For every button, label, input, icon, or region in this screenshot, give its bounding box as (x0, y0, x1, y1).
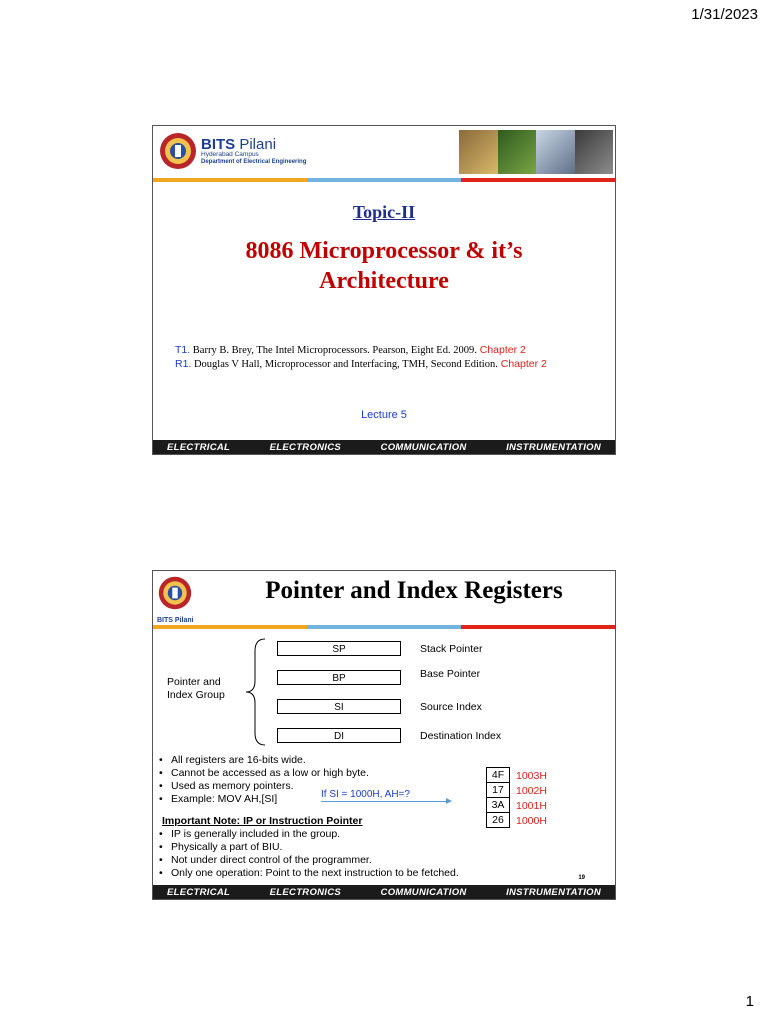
color-bar (153, 178, 615, 182)
slide-number: 19 (578, 875, 585, 881)
campus-text: Hyderabad Campus (201, 151, 259, 159)
arrow-right-icon (446, 798, 452, 804)
lecture-label: Lecture 5 (361, 409, 407, 421)
register-bp: BP (277, 670, 401, 685)
register-si-desc: Source Index (420, 701, 482, 713)
memory-cell: 4F (487, 768, 509, 783)
ip-bullets (159, 828, 459, 880)
slide-title-text: 8086 Microprocessor & it’s Architecture (245, 238, 523, 294)
group-label: Pointer and Index Group (167, 676, 225, 701)
list-item: • Cannot be accessed as a low or high byte. (159, 767, 369, 780)
list-item: • Physically a part of BIU. (159, 841, 459, 854)
list-item: • Only one operation: Point to the next instruction to be fetched. (159, 867, 459, 880)
register-bp-desc: Base Pointer (420, 668, 481, 680)
list-item: • All registers are 16-bits wide. (159, 754, 369, 767)
memory-cell: 26 (492, 814, 504, 826)
list-item: • Used as memory pointers. (159, 780, 369, 793)
bits-emblem-icon (159, 131, 197, 171)
page-date: 1/31/2023 (691, 6, 758, 23)
memory-cell: 17 (487, 783, 509, 798)
bits-logo-small: BITS Pilani (157, 575, 201, 624)
register-si: SI (277, 699, 401, 714)
si-example-note: If SI = 1000H, AH=? (321, 789, 410, 800)
slide-title (152, 125, 616, 455)
color-bar (153, 625, 615, 629)
reference-t1: T1. Barry B. Brey, The Intel Microprocessors. Pearson, Eight Ed. 2009. Chapter 2 (175, 344, 526, 356)
page-number: 1 (745, 993, 754, 1010)
list-item: • IP is generally included in the group. (159, 828, 459, 841)
department-text: Department of Electrical Engineering (201, 159, 307, 166)
register-di: DI (277, 728, 401, 743)
slide-pointer-index-registers (152, 570, 616, 900)
memory-address: 1002H (516, 785, 547, 797)
memory-address: 1001H (516, 800, 547, 812)
memory-cell: 3A (487, 798, 509, 813)
banner-image (459, 130, 613, 174)
bits-emblem-icon (157, 575, 193, 611)
list-item: • Example: MOV AH,[SI] (159, 793, 369, 806)
register-sp-desc: Stack Pointer (420, 643, 483, 655)
important-note-title: Important Note: IP or Instruction Pointer (162, 815, 363, 827)
register-sp: SP (277, 641, 401, 656)
memory-address: 1000H (516, 815, 547, 827)
list-item: • Not under direct control of the programmer. (159, 854, 459, 867)
slide-title-text: Pointer and Index Registers (265, 577, 563, 604)
slide-footer: ELECTRICAL ELECTRONICS COMMUNICATION INSTRUMENTATION (153, 440, 615, 454)
bits-logo: BITS Pilani Hyderabad Campus Department of Electrical Engineering (159, 131, 306, 171)
reference-r1: R1. Douglas V Hall, Microprocessor and Interfacing, TMH, Second Edition. Chapter 2 (175, 358, 547, 370)
arrow-line (321, 801, 449, 802)
register-di-desc: Destination Index (420, 730, 502, 742)
memory-address: 1003H (516, 770, 547, 782)
curly-brace-icon (243, 637, 269, 747)
memory-table (486, 767, 510, 828)
slide-footer: ELECTRICAL ELECTRONICS COMMUNICATION INSTRUMENTATION (153, 885, 615, 899)
topic-heading: Topic-II (352, 202, 416, 222)
